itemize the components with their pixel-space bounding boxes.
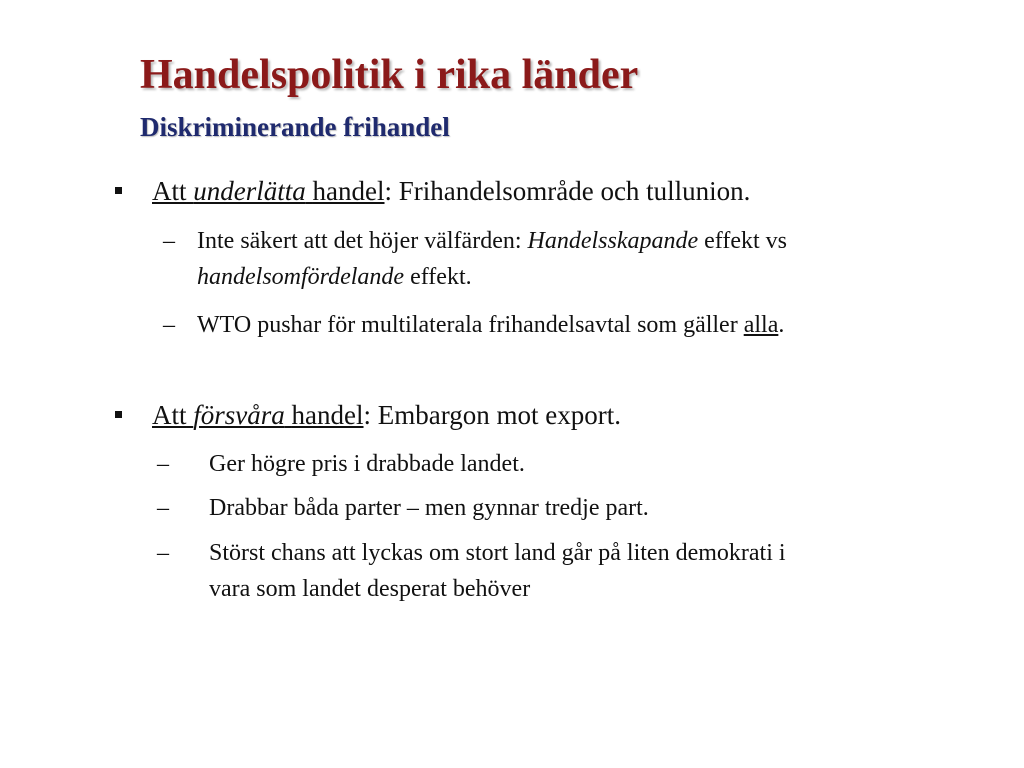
square-bullet-icon [115,411,122,418]
sub-bullet-drabbar [157,490,969,526]
dash-icon: – [157,451,169,477]
bullet-rest: : Embargon mot export. [363,400,621,430]
bullet-att: Att försvåra handel [152,400,364,430]
bullet-noun: handel [291,400,364,430]
sub-bullet-hogre-pris [157,446,969,482]
sub-line-2: handelsomfördelande effekt. [197,264,472,290]
square-bullet-icon [115,187,122,194]
slide-title: Handelspolitik i rika länder [140,52,639,98]
bullet-forsvara-handel [152,399,621,431]
sub-line-1: Drabbar båda parter – men gynnar tredje part. [209,495,649,521]
bullet-rest: : Frihandelsområde och tullunion. [384,176,751,206]
sub-line-2: vara som landet desperat behöver [209,576,531,602]
dash-icon: – [157,540,169,566]
bullet-verb: underlätta [193,176,306,206]
sub-line-1: Störst chans att lyckas om stort land går på liten demokrati i [209,540,786,566]
bullet-att: Att underlätta handel [152,176,385,206]
slide-subtitle: Diskriminerande frihandel [140,112,450,142]
bullet-noun: handel [312,176,385,206]
dash-icon: – [163,228,175,254]
sub-line-1: WTO pushar för multilaterala frihandelsavtal som gäller alla. [197,312,785,338]
bullet-verb: försvåra [193,400,285,430]
sub-bullet-wto [163,307,957,343]
sub-line-1: Inte säkert att det höjer välfärden: Handelsskapande effekt vs [197,228,788,254]
bullet-underlatta-handel [152,175,750,207]
sub-line-1: Ger högre pris i drabbade landet. [209,451,525,477]
dash-icon: – [157,495,169,521]
sub-bullet-valfard [163,223,957,295]
sub-bullet-storst-chans [157,535,969,607]
dash-icon: – [163,312,175,338]
